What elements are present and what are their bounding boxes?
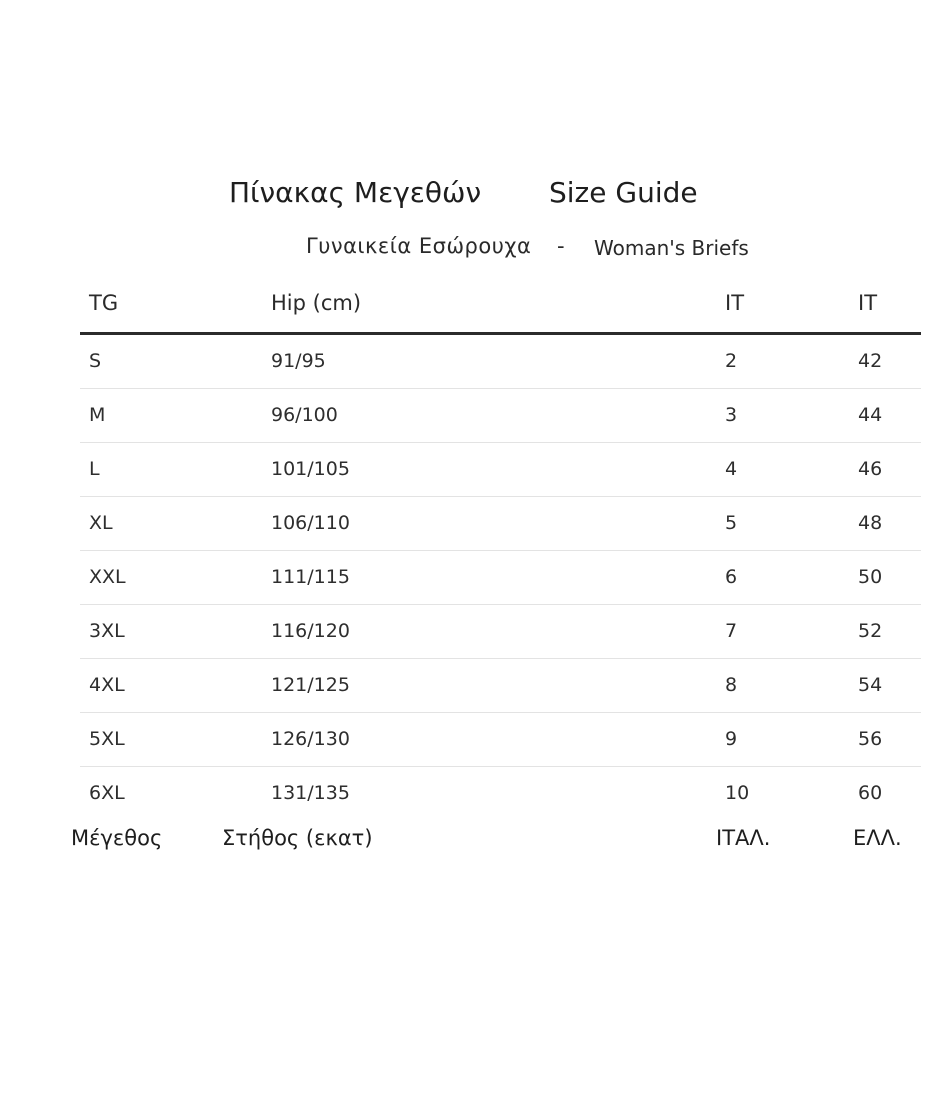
table-header bbox=[80, 280, 921, 335]
cell-size: XL bbox=[89, 512, 113, 534]
table-row bbox=[80, 497, 921, 551]
cell-size: S bbox=[89, 350, 102, 372]
header-it: IT bbox=[725, 291, 745, 315]
title-greek: Πίνακας Μεγεθών bbox=[229, 176, 482, 209]
table-row bbox=[80, 659, 921, 713]
footer-greek-label: ΕΛΛ. bbox=[853, 826, 902, 850]
table-row bbox=[80, 605, 921, 659]
cell-hip: 96/100 bbox=[271, 404, 338, 426]
cell-it: 5 bbox=[725, 512, 738, 534]
cell-it: 4 bbox=[725, 458, 738, 480]
cell-size: L bbox=[89, 458, 100, 480]
header-it-eu: IT bbox=[858, 291, 878, 315]
cell-hip: 116/120 bbox=[271, 620, 350, 642]
cell-it: 8 bbox=[725, 674, 738, 696]
cell-hip: 91/95 bbox=[271, 350, 326, 372]
cell-it-eu: 60 bbox=[858, 782, 883, 804]
cell-hip: 131/135 bbox=[271, 782, 350, 804]
cell-it: 2 bbox=[725, 350, 738, 372]
subtitle-row bbox=[0, 234, 949, 264]
cell-hip: 126/130 bbox=[271, 728, 350, 750]
cell-it: 9 bbox=[725, 728, 738, 750]
subtitle-greek: Γυναικεία Εσώρουχα bbox=[306, 234, 532, 258]
cell-it: 3 bbox=[725, 404, 738, 426]
cell-hip: 111/115 bbox=[271, 566, 350, 588]
size-table bbox=[80, 280, 921, 820]
table-row bbox=[80, 713, 921, 767]
subtitle-english: Woman's Briefs bbox=[594, 236, 749, 260]
footer-chest-label: Στήθος (εκατ) bbox=[222, 826, 373, 850]
table-row bbox=[80, 551, 921, 605]
cell-it: 6 bbox=[725, 566, 738, 588]
cell-size: 3XL bbox=[89, 620, 125, 642]
table-row bbox=[80, 335, 921, 389]
cell-it-eu: 48 bbox=[858, 512, 883, 534]
cell-it-eu: 44 bbox=[858, 404, 883, 426]
table-row bbox=[80, 767, 921, 820]
subtitle-separator: - bbox=[557, 234, 565, 258]
cell-size: XXL bbox=[89, 566, 126, 588]
cell-it: 7 bbox=[725, 620, 738, 642]
cell-hip: 106/110 bbox=[271, 512, 350, 534]
cell-it-eu: 52 bbox=[858, 620, 883, 642]
cell-size: M bbox=[89, 404, 106, 426]
header-size: TG bbox=[89, 291, 119, 315]
cell-it-eu: 42 bbox=[858, 350, 883, 372]
cell-hip: 101/105 bbox=[271, 458, 350, 480]
cell-size: 5XL bbox=[89, 728, 125, 750]
cell-it-eu: 56 bbox=[858, 728, 883, 750]
cell-it-eu: 50 bbox=[858, 566, 883, 588]
footer-size-label: Μέγεθος bbox=[71, 826, 163, 850]
cell-hip: 121/125 bbox=[271, 674, 350, 696]
cell-it: 10 bbox=[725, 782, 750, 804]
header-hip: Hip (cm) bbox=[271, 291, 362, 315]
table-row bbox=[80, 389, 921, 443]
table-row bbox=[80, 443, 921, 497]
greek-column-labels bbox=[0, 826, 949, 858]
cell-it-eu: 46 bbox=[858, 458, 883, 480]
title-row bbox=[0, 176, 949, 220]
cell-size: 4XL bbox=[89, 674, 125, 696]
footer-italian-label: ΙΤΑΛ. bbox=[716, 826, 771, 850]
title-english: Size Guide bbox=[549, 176, 698, 209]
cell-size: 6XL bbox=[89, 782, 125, 804]
cell-it-eu: 54 bbox=[858, 674, 883, 696]
